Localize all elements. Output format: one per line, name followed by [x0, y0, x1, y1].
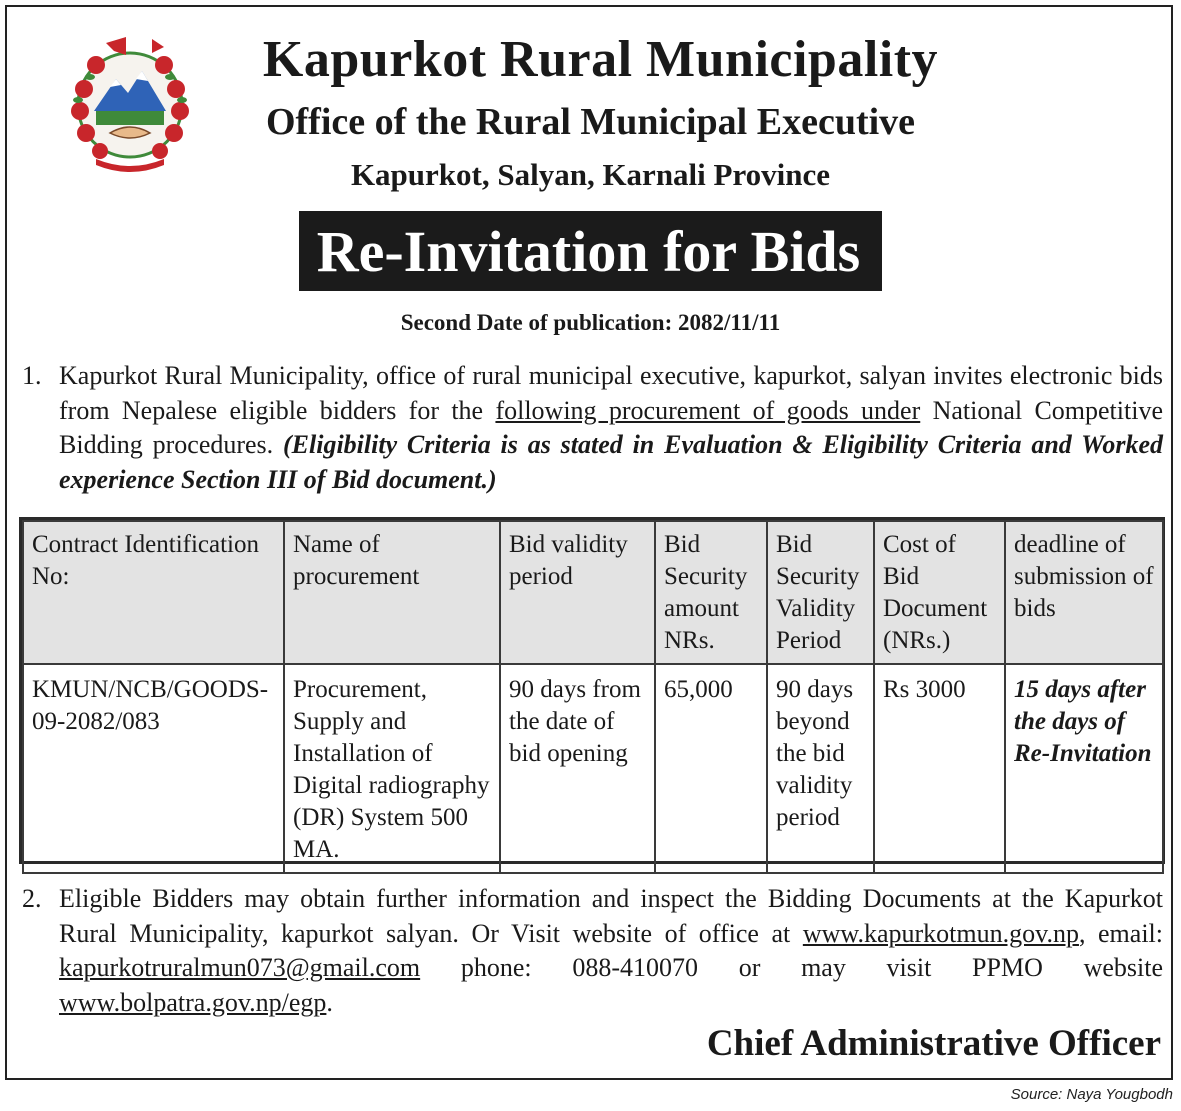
- section-1-text-a: Kapurkot Rural Municipality, office of rural municipal executive, kapurkot, salyan invites electronic bids from Nepalese eligible bidders for the: [59, 361, 1163, 425]
- section-2-text-d: .: [326, 987, 333, 1017]
- section-2-number: 2.: [22, 884, 42, 913]
- source-credit: Source: Naya Yougbodh: [1010, 1086, 1173, 1103]
- office-address: Kapurkot, Salyan, Karnali Province: [350, 157, 831, 192]
- cell-procurement: Procurement, Supply and Installation of Digital radiography (DR) System 500 MA.: [284, 664, 500, 873]
- procurement-table: [19, 517, 1165, 864]
- banner-container: [0, 211, 1181, 291]
- municipality-title: Kapurkot Rural Municipality: [262, 31, 939, 88]
- section-1-text-b: National Competitive Bidding procedures.: [59, 395, 1163, 459]
- table-header-row: [23, 521, 1163, 664]
- section-2-text-b: , email:: [1078, 918, 1163, 948]
- section-1-text: [59, 359, 1163, 497]
- section-2: [22, 882, 1163, 1020]
- col-doc-cost: Cost of Bid Document (NRs.): [874, 521, 1005, 664]
- col-procurement-name: Name of procurement: [284, 521, 500, 664]
- col-deadline: deadline of submission of bids: [1005, 521, 1163, 664]
- cell-contract-id: KMUN/NCB/GOODS-09-2082/083: [23, 664, 284, 873]
- table-row: [23, 664, 1163, 873]
- cell-deadline: 15 days after the days of Re-Invitation: [1005, 664, 1163, 873]
- col-security-amount: Bid Security amount NRs.: [655, 521, 767, 664]
- col-security-validity: Bid Security Validity Period: [767, 521, 874, 664]
- notice-banner: Re-Invitation for Bids: [299, 211, 883, 291]
- signatory-title: Chief Administrative Officer: [706, 1023, 1161, 1064]
- cell-doc-cost: Rs 3000: [874, 664, 1005, 873]
- cell-security-validity: 90 days beyond the bid validity period: [767, 664, 874, 873]
- section-1-underlined: following procurement of goods under: [495, 395, 921, 425]
- cell-bid-validity: 90 days from the date of bid opening: [500, 664, 655, 873]
- office-title: Office of the Rural Municipal Executive: [265, 101, 916, 143]
- section-1: [22, 359, 1163, 497]
- section-2-text-a: Eligible Bidders may obtain further information and inspect the Bidding Documents at the Kapurkot Rural Municipality, kapurkot salyan. Or Visit website of office at: [59, 884, 1163, 948]
- col-contract-id: Contract Identification No:: [23, 521, 284, 664]
- section-2-text-c: phone: 088-410070 or may visit PPMO website: [420, 953, 1163, 982]
- email-link[interactable]: kapurkotruralmun073@gmail.com: [59, 953, 421, 982]
- section-2-text: [59, 882, 1163, 1020]
- ppmo-website-link[interactable]: www.bolpatra.gov.np/egp: [59, 987, 327, 1017]
- eligibility-note: (Eligibility Criteria is as stated in Evaluation & Eligibility Criteria and Worked experience Section III of Bid document.): [59, 430, 1163, 494]
- office-website-link[interactable]: www.kapurkotmun.gov.np: [802, 918, 1079, 948]
- cell-security-amount: 65,000: [655, 664, 767, 873]
- col-bid-validity: Bid validity period: [500, 521, 655, 664]
- section-1-number: 1.: [22, 361, 42, 390]
- publication-date: Second Date of publication: 2082/11/11: [400, 310, 781, 335]
